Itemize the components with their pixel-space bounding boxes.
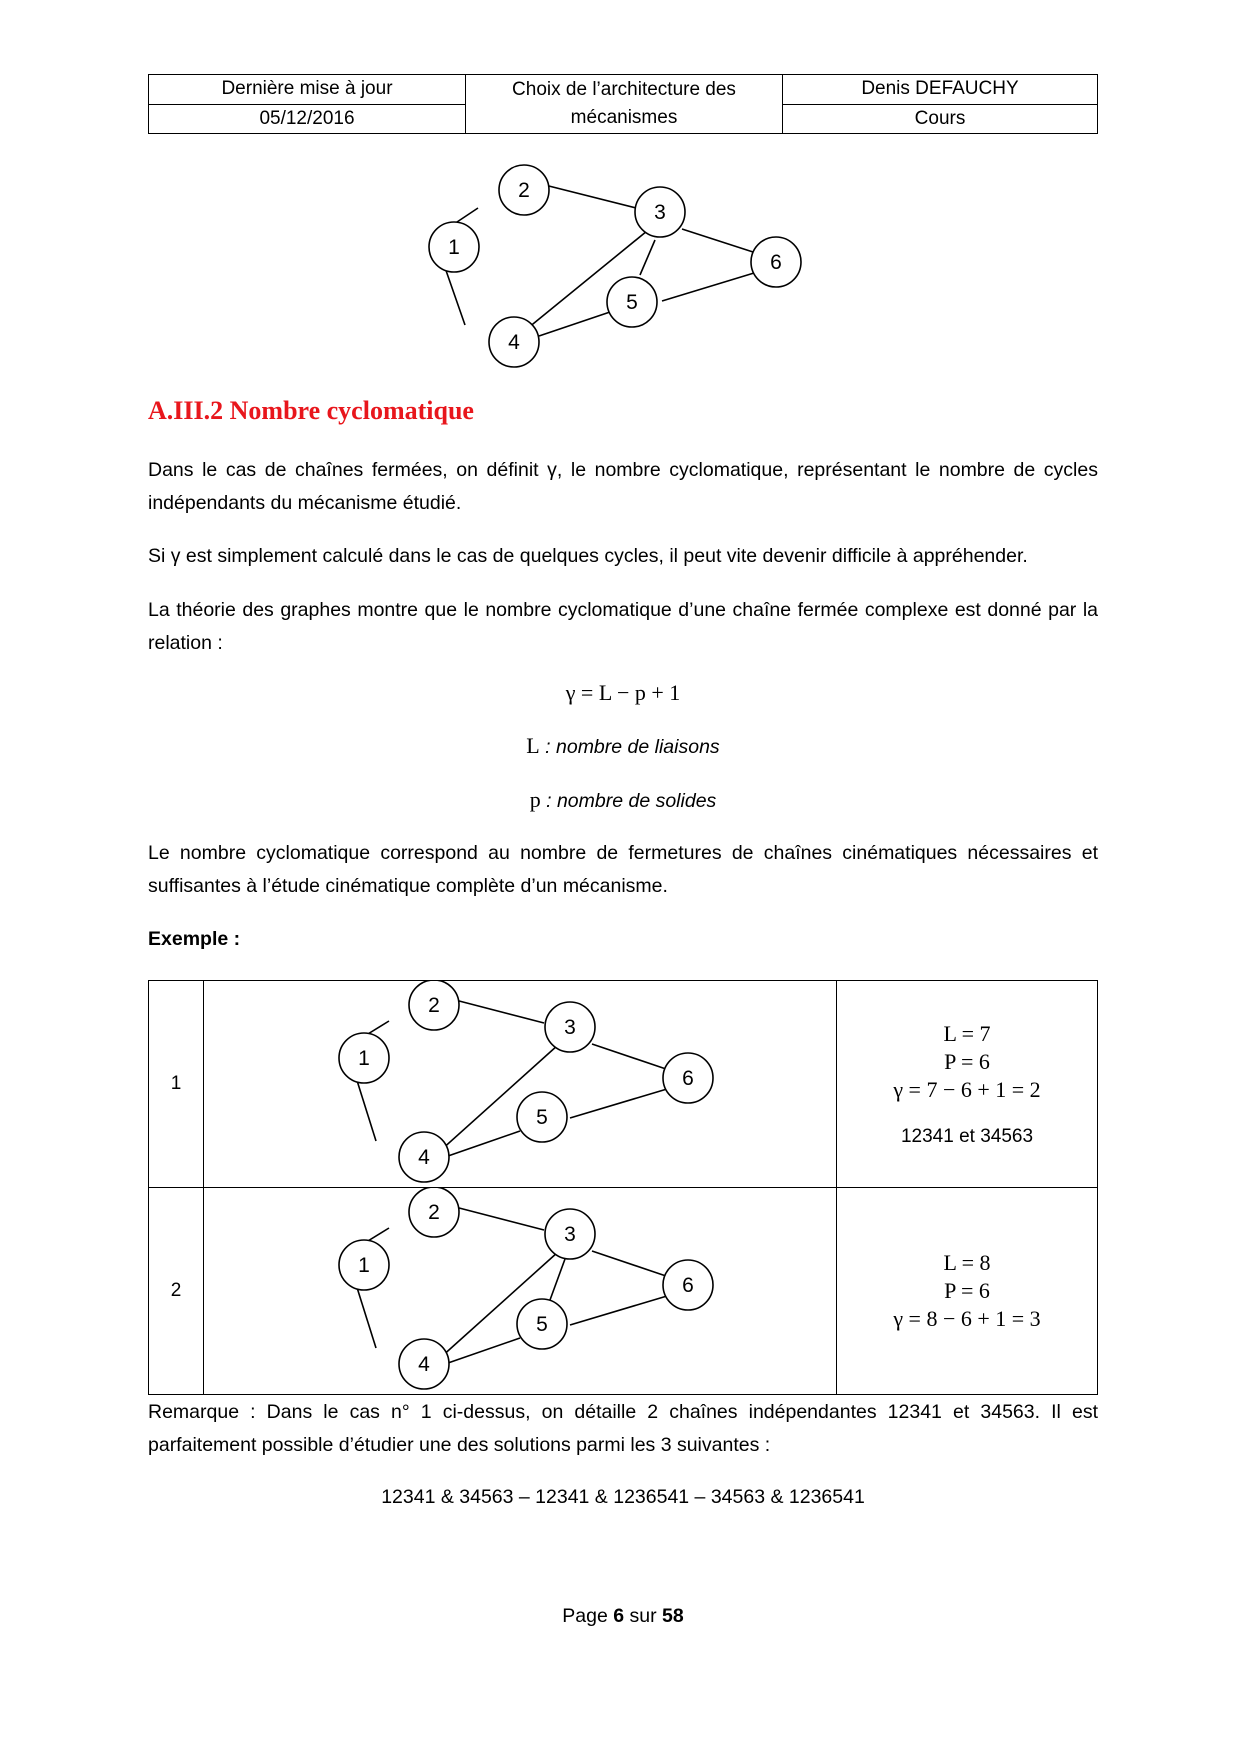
section-title: A.III.2 Nombre cyclomatique <box>148 396 474 425</box>
node-1-label: 1 <box>358 1254 370 1277</box>
sur-word: sur <box>624 1605 663 1627</box>
formula: γ = L − p + 1 <box>565 680 681 705</box>
node-5-label: 5 <box>536 1313 548 1336</box>
definition-p <box>148 787 1098 813</box>
edge-3-6 <box>592 1044 666 1069</box>
definition-L-symbol: L <box>526 733 540 758</box>
example-2-number: 2 <box>149 1188 204 1395</box>
definition-p-symbol: p <box>529 787 541 812</box>
document-title-text: Choix de l’architecture des mécanismes <box>512 79 736 128</box>
example-label: Exemple : <box>148 928 241 950</box>
example-1-graph <box>322 981 722 1187</box>
page-footer <box>148 1605 1098 1628</box>
header-table <box>148 74 1098 134</box>
last-update-date: 05/12/2016 <box>149 104 466 134</box>
example-1-L: L = 7 <box>943 1021 991 1046</box>
example-1-gamma: γ = 7 − 6 + 1 = 2 <box>893 1077 1041 1102</box>
example-2-P: P = 6 <box>944 1278 990 1303</box>
page-number: 6 <box>613 1605 625 1627</box>
example-2-L: L = 8 <box>943 1250 991 1275</box>
definition-L-text: : nombre de liaisons <box>539 736 720 758</box>
remark-paragraph: Remarque : Dans le cas n° 1 ci-dessus, on détaille 2 chaînes indépendantes 12341 et 34563. Il est parfaitement possible d’étudier une des solutions parmi les 3 suivantes : <box>148 1401 1098 1456</box>
example-2-gamma: γ = 8 − 6 + 1 = 3 <box>893 1306 1041 1331</box>
node-4-label: 4 <box>418 1146 430 1169</box>
node-6-label: 6 <box>682 1067 694 1090</box>
node-2-label: 2 <box>518 179 530 202</box>
example-2-graph <box>322 1188 722 1394</box>
example-row-1 <box>149 981 1098 1188</box>
remark-solutions: 12341 & 34563 – 12341 & 1236541 – 34563 & 1236541 <box>381 1486 865 1508</box>
author-name: Denis DEFAUCHY <box>783 75 1098 105</box>
edge-5-6 <box>662 273 754 301</box>
node-5-label: 5 <box>536 1106 548 1129</box>
edge-4-5 <box>539 312 610 336</box>
example-1-number: 1 <box>149 981 204 1188</box>
paragraph-difficulty: Si γ est simplement calculé dans le cas de quelques cycles, il peut vite devenir difficile à appréhender. <box>148 545 1028 567</box>
edge-5-6 <box>570 1089 667 1118</box>
node-4-label: 4 <box>508 331 520 354</box>
edge-3-6 <box>682 229 753 252</box>
node-6-label: 6 <box>682 1274 694 1297</box>
document-title <box>466 75 783 134</box>
definition-p-text: : nombre de solides <box>540 790 717 812</box>
document-type: Cours <box>783 104 1098 134</box>
definition-L <box>148 733 1098 759</box>
node-3-label: 3 <box>654 201 666 224</box>
paragraph-closures: Le nombre cyclomatique correspond au nombre de fermetures de chaînes cinématiques nécessaires et suffisantes à l’étude cinématique complète d’un mécanisme. <box>148 842 1098 897</box>
node-2-label: 2 <box>428 994 440 1017</box>
paragraph-graph-theory: La théorie des graphes montre que le nombre cyclomatique d’une chaîne fermée complexe est donné par la relation : <box>148 599 1098 654</box>
node-1-label: 1 <box>358 1047 370 1070</box>
example-1-result <box>837 981 1098 1188</box>
paragraph-definition: Dans le cas de chaînes fermées, on définit γ, le nombre cyclomatique, représentant le nombre de cycles indépendants du mécanisme étudié. <box>148 459 1098 514</box>
node-2-label: 2 <box>428 1201 440 1224</box>
node-3-label: 3 <box>564 1223 576 1246</box>
example-row-2 <box>149 1188 1098 1395</box>
node-4-label: 4 <box>418 1353 430 1376</box>
example-2-figure <box>204 1188 837 1395</box>
example-table <box>148 980 1098 1395</box>
node-6-label: 6 <box>770 251 782 274</box>
example-2-result <box>837 1188 1098 1395</box>
node-5-label: 5 <box>626 291 638 314</box>
edge-3-5 <box>640 240 655 275</box>
top-linkage-graph <box>420 158 820 372</box>
node-1-label: 1 <box>448 236 460 259</box>
node-3-label: 3 <box>564 1016 576 1039</box>
last-update-label: Dernière mise à jour <box>149 75 466 105</box>
page-total: 58 <box>662 1605 684 1627</box>
edge-3-6 <box>592 1251 666 1276</box>
example-1-chains: 12341 et 34563 <box>900 1126 1034 1147</box>
edge-5-6 <box>570 1296 667 1325</box>
page-word: Page <box>562 1605 614 1627</box>
edge-3-5 <box>550 1259 565 1300</box>
example-1-P: P = 6 <box>944 1049 990 1074</box>
example-1-figure <box>204 981 837 1188</box>
